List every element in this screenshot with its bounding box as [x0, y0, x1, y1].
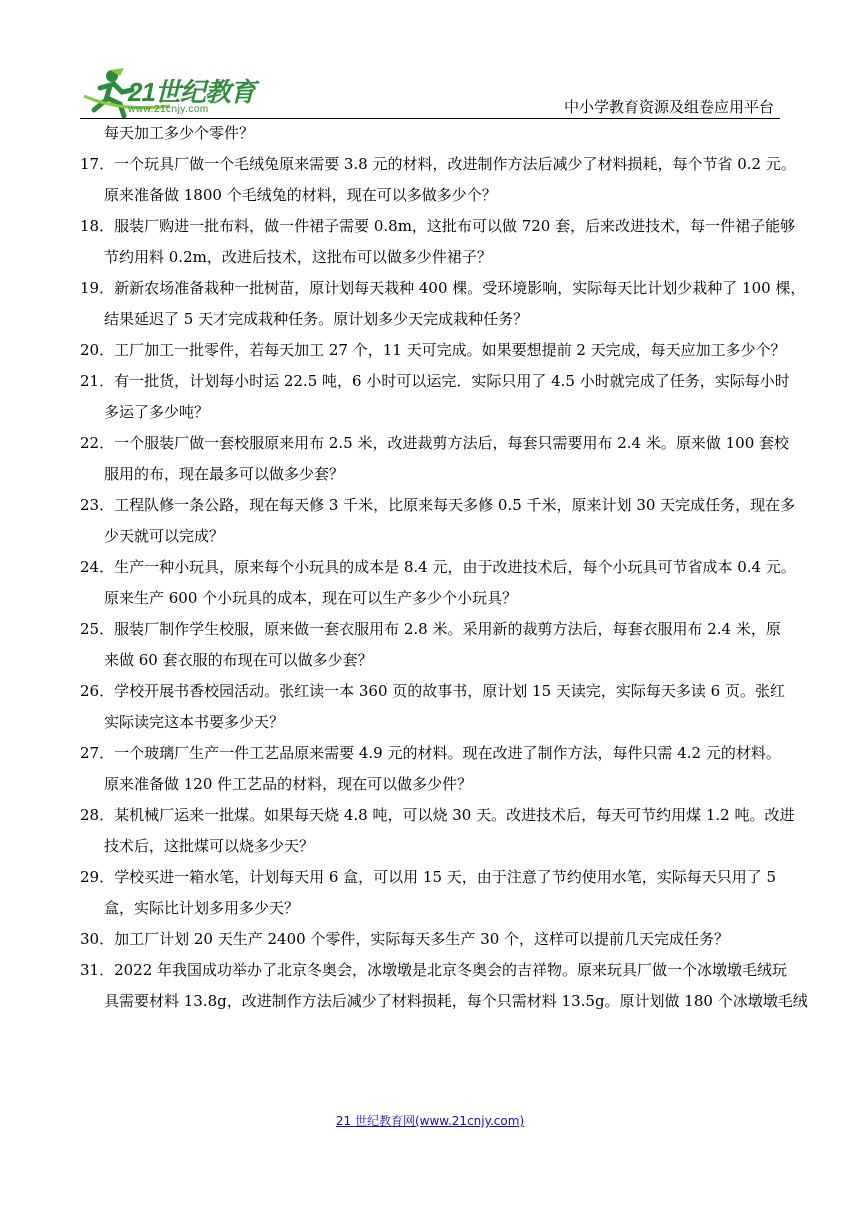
text-line: 28．某机械厂运来一批煤。如果每天烧 4.8 吨，可以烧 30 天。改进技术后，每天可节约用煤 1.2 吨。改进 — [80, 806, 795, 824]
text-line: 23．工程队修一条公路，现在每天修 3 千米，比原来每天多修 0.5 千米，原来计划 30 天完成任务，现在多 — [80, 496, 796, 514]
text-line: 节约用料 0.2m，改进后技术，这批布可以做多少件裙子？ — [104, 248, 492, 266]
text-line: 27．一个玻璃厂生产一件工艺品原来需要 4.9 元的材料。现在改进了制作方法，每件只需 4.2 元的材料。 — [80, 744, 781, 762]
page-header — [0, 0, 860, 120]
text-line: 来做 60 套衣服的布现在可以做多少套？ — [104, 651, 373, 669]
logo-text: 21世纪教育 — [128, 77, 255, 107]
text-line: 29．学校买进一箱水笔，计划每天用 6 盒，可以用 15 天，由于注意了节约使用水笔，实际每天只用了 5 — [80, 868, 777, 886]
platform-title: 中小学教育资源及组卷应用平台 — [563, 98, 774, 116]
text-line: 盒，实际比计划多用多少天？ — [104, 899, 300, 917]
text-line: 19．新新农场准备栽种一批树苗，原计划每天栽种 400 棵。受环境影响，实际每天比计划少栽种了 100 棵， — [80, 279, 806, 297]
problem-list — [80, 118, 808, 1017]
footer-link[interactable]: 21 世纪教育网(www.21cnjy.com) — [335, 1114, 525, 1128]
text-line: 24．生产一种小玩具，原来每个小玩具的成本是 8.4 元，由于改进技术后，每个小玩具可节省成本 0.4 元。 — [80, 558, 796, 576]
text-line: 每天加工多少个零件？ — [104, 124, 255, 142]
text-line: 30．加工厂计划 20 天生产 2400 个零件，实际每天多生产 30 个，这样可以提前几天完成任务？ — [80, 930, 730, 948]
text-line: 原来准备做 1800 个毛绒兔的材料，现在可以多做多少个？ — [104, 186, 497, 204]
text-line: 结果延迟了 5 天才完成栽种任务。原计划多少天完成栽种任务？ — [104, 310, 529, 328]
text-line: 具需要材料 13.8g，改进制作方法后减少了材料损耗，每个只需材料 13.5g。原计划做 180 个冰墩墩毛绒 — [104, 992, 808, 1010]
text-line: 少天就可以完成？ — [104, 527, 225, 545]
text-line: 服用的布，现在最多可以做多少套？ — [104, 465, 345, 483]
page-footer — [0, 1112, 860, 1129]
text-line: 实际读完这本书要多少天？ — [104, 713, 285, 731]
text-line: 原来准备做 120 件工艺品的材料，现在可以做多少件？ — [104, 775, 473, 793]
text-line: 21．有一批货，计划每小时运 22.5 吨，6 小时可以运完．实际只用了 4.5 小时就完成了任务，实际每小时 — [80, 372, 790, 390]
text-line: 技术后，这批煤可以烧多少天？ — [104, 837, 315, 855]
text-line: 25．服装厂制作学生校服，原来做一套衣服用布 2.8 米。采用新的裁剪方法后，每套衣服用布 2.4 米，原 — [80, 620, 781, 638]
text-line: 原来生产 600 个小玩具的成本，现在可以生产多少个小玩具？ — [104, 589, 518, 607]
text-line: 22．一个服装厂做一套校服原来用布 2.5 米，改进裁剪方法后，每套只需要用布 2.4 米。原来做 100 套校 — [80, 434, 790, 452]
text-line: 多运了多少吨？ — [104, 403, 210, 421]
text-line: 26．学校开展书香校园活动。张红读一本 360 页的故事书，原计划 15 天读完，实际每天多读 6 页。张红 — [80, 682, 785, 700]
text-line: 20．工厂加工一批零件，若每天加工 27 个，11 天可完成。如果要想提前 2 天完成，每天应加工多少个？ — [80, 341, 786, 359]
text-line: 18．服装厂购进一批布料，做一件裙子需要 0.8m，这批布可以做 720 套，后来改进技术，每一件裙子能够 — [80, 217, 796, 235]
text-line: 17．一个玩具厂做一个毛绒兔原来需要 3.8 元的材料，改进制作方法后减少了材料损耗，每个节省 0.2 元。 — [80, 155, 796, 173]
text-line: 31．2022 年我国成功举办了北京冬奥会，冰墩墩是北京冬奥会的吉祥物。原来玩具厂做一个冰墩墩毛绒玩 — [80, 961, 788, 979]
logo-url: www.21cnjy.com — [128, 104, 209, 115]
